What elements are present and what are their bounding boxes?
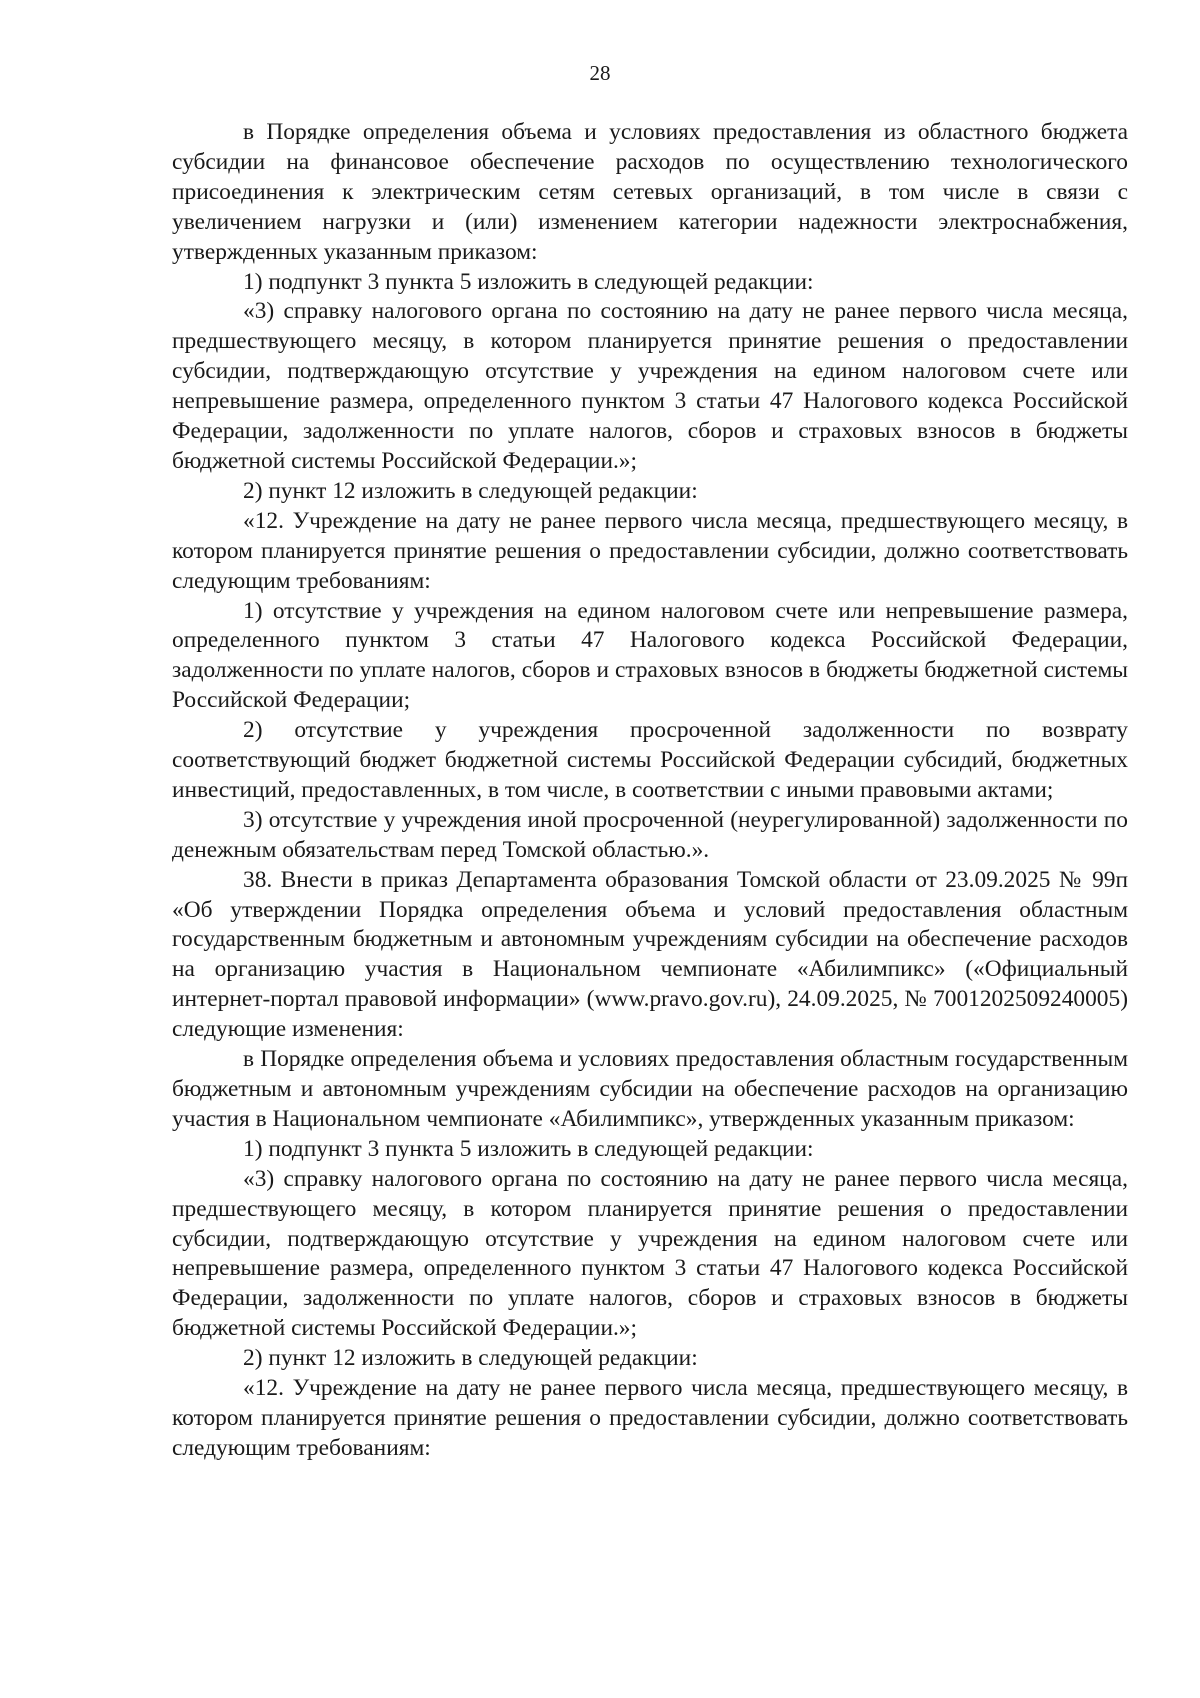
paragraph-order-intro: в Порядке определения объема и условиях предоставления из областного бюджета субсидии на финансовое обеспечение расходов по осуществлению технологического присоединения к электрическим сетям сетевых организаций, в том числе в связи с увеличением нагрузки и (или) изменением категории надежности электроснабжения, утвержденных указанным приказом: bbox=[172, 119, 1128, 265]
document-body bbox=[172, 118, 1128, 1464]
paragraph-tax-certificate: «3) справку налогового органа по состоянию на дату не ранее первого числа месяца, предшествующего месяцу, в котором планируется принятие решения о предоставлении субсидии, подтверждающую отсутствие у учреждения на едином налоговом счете или непревышение размера, определенного пунктом 3 статьи 47 Налогового кодекса Российской Федерации, задолженности по уплате налогов, сборов и страховых взносов в бюджеты бюджетной системы Российской Федерации.»; bbox=[172, 298, 1128, 474]
paragraph-item-38: 38. Внести в приказ Департамента образования Томской области от 23.09.2025 № 99п «Об утверждении Порядка определения объема и условий предоставления областным государственным бюджетным и автономным учреждениям субсидии на обеспечение расходов на организацию участия в Национальном чемпионате «Абилимпикс» («Официальный интернет-портал правовой информации» (www.pravo.gov.ru), 24.09.2025, № 7001202509240005) следующие изменения: bbox=[172, 866, 1128, 1043]
paragraph-point-12-text: «12. Учреждение на дату не ранее первого числа месяца, предшествующего месяцу, в котором планируется принятие решения о предоставлении субсидии, должно соответствовать следующим требованиям: bbox=[172, 507, 1128, 594]
paragraph-requirement-3: 3) отсутствие у учреждения иной просроченной (неурегулированной) задолженности по денежным обязательствам перед Томской областью.». bbox=[172, 806, 1128, 863]
paragraph-point-12-text-2: «12. Учреждение на дату не ранее первого числа месяца, предшествующего месяцу, в котором планируется принятие решения о предоставлении субсидии, должно соответствовать следующим требованиям: bbox=[172, 1375, 1128, 1461]
paragraph-tax-certificate-2: «3) справку налогового органа по состоянию на дату не ранее первого числа месяца, предшествующего месяцу, в котором планируется принятие решения о предоставлении субсидии, подтверждающую отсутствие у учреждения на едином налоговом счете или непревышение размера, определенного пунктом 3 статьи 47 Налогового кодекса Российской Федерации, задолженности по уплате налогов, сборов и страховых взносов в бюджеты бюджетной системы Российской Федерации.»; bbox=[172, 1165, 1128, 1342]
page-number: 28 bbox=[589, 61, 611, 85]
paragraph-point-12-heading-2: 2) пункт 12 изложить в следующей редакции: bbox=[243, 1345, 698, 1372]
paragraph-subpoint-1-heading-2: 1) подпункт 3 пункта 5 изложить в следующей редакции: bbox=[243, 1135, 814, 1162]
paragraph-subpoint-1-heading: 1) подпункт 3 пункта 5 изложить в следующей редакции: bbox=[243, 268, 814, 295]
paragraph-order-intro-2: в Порядке определения объема и условиях предоставления областным государственным бюджетным и автономным учреждениям субсидии на обеспечение расходов на организацию участия в Национальном чемпионате «Абилимпикс», утвержденных указанным приказом: bbox=[172, 1046, 1128, 1132]
paragraph-requirement-1: 1) отсутствие у учреждения на едином налоговом счете или непревышение размера, определенного пунктом 3 статьи 47 Налогового кодекса Российской Федерации, задолженности по уплате налогов, сборов и страховых взносов в бюджеты бюджетной системы Российской Федерации; bbox=[172, 597, 1128, 714]
paragraph-requirement-2: 2) отсутствие у учреждения просроченной задолженности по возврату соответствующий бюджет бюджетной системы Российской Федерации субсидий, бюджетных инвестиций, предоставленных, в том числе, в соответствии с иными правовыми актами; bbox=[172, 717, 1128, 803]
paragraph-point-12-heading: 2) пункт 12 изложить в следующей редакции: bbox=[243, 477, 698, 504]
